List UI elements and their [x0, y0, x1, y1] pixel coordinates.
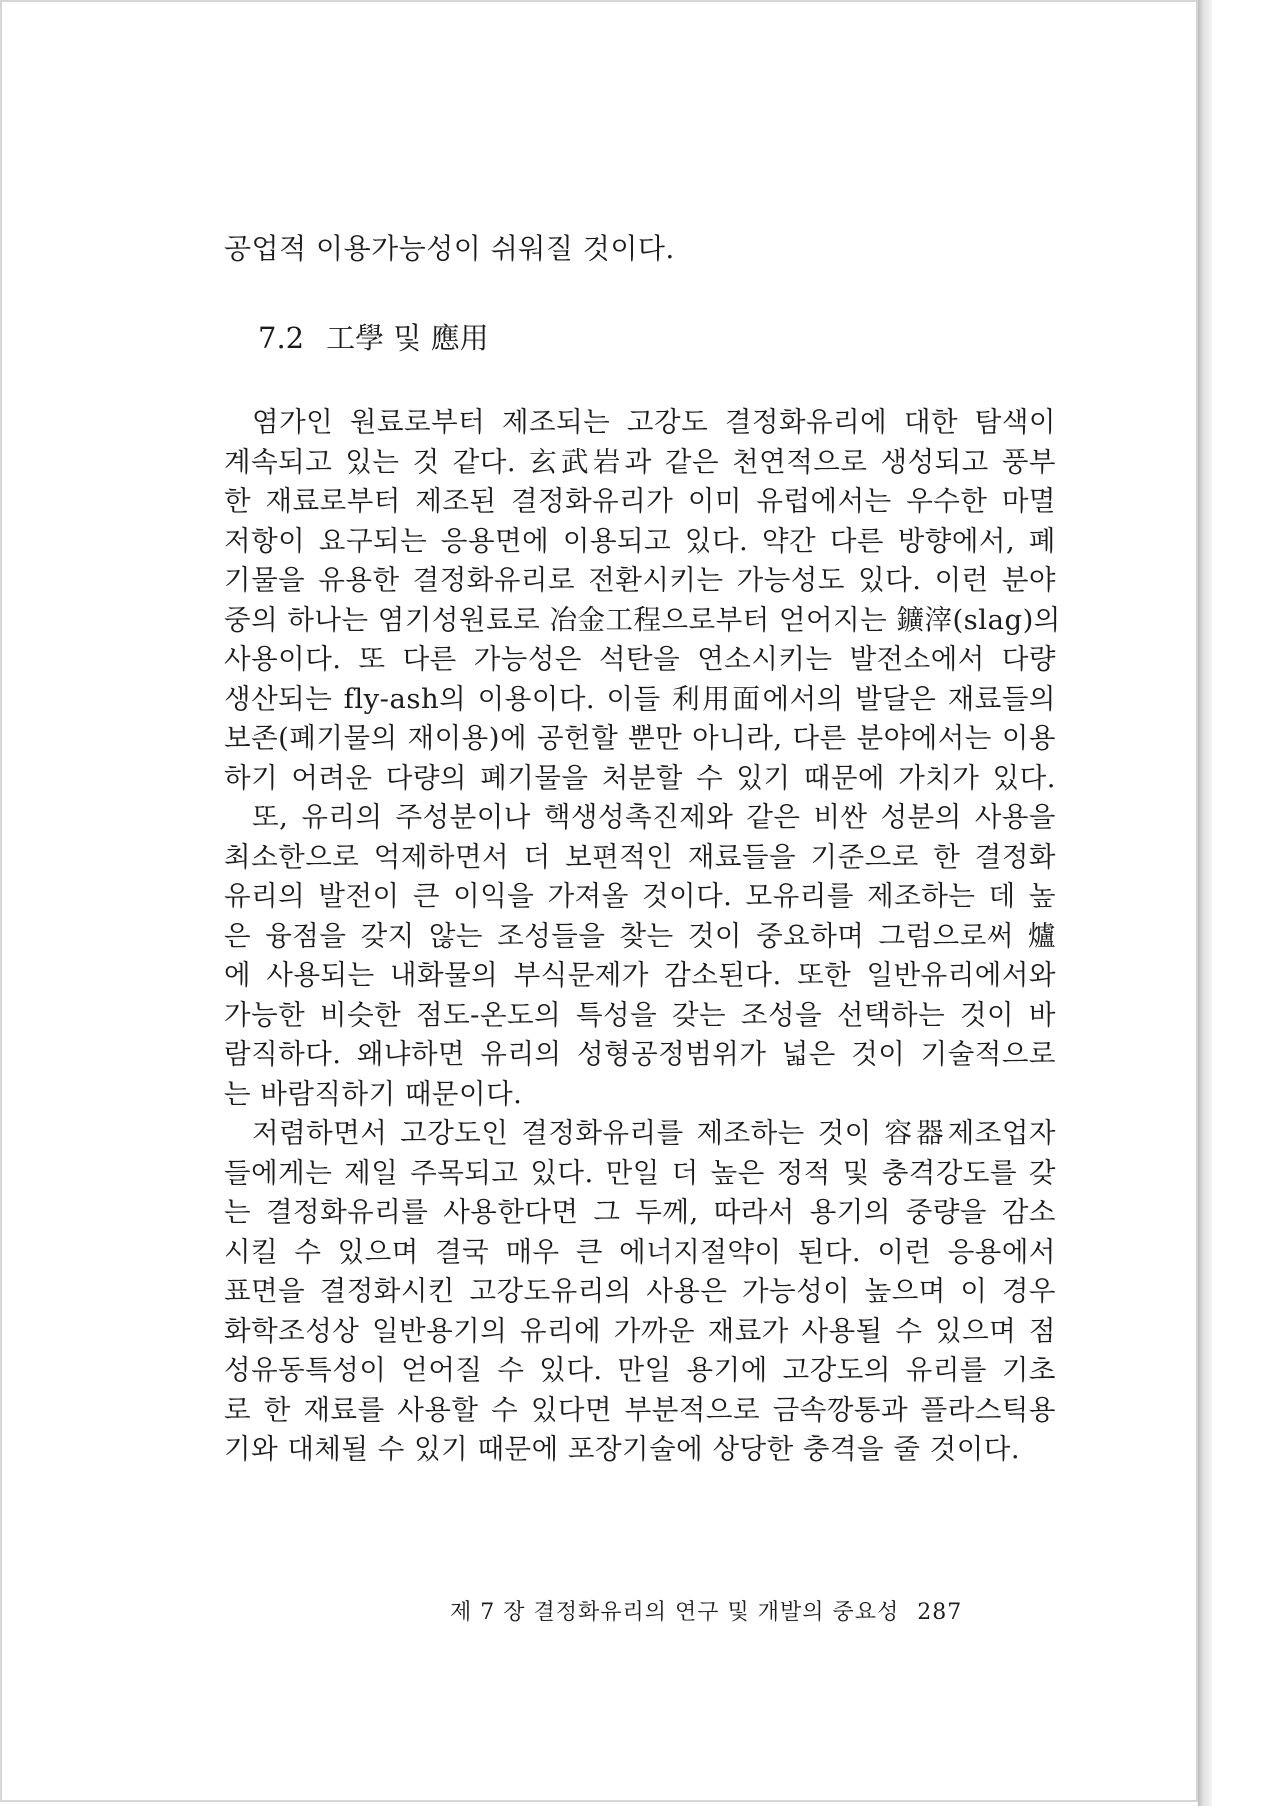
text-line: 최소한으로 억제하면서 더 보편적인 재료들을 기준으로 한 결정화 [224, 840, 1056, 873]
text-line: 저항이 요구되는 응용면에 이용되고 있다. 약간 다른 방향에서, 폐 [224, 524, 1056, 557]
text-line: 는 결정화유리를 사용한다면 그 두께, 따라서 용기의 중량을 감소 [224, 1196, 1056, 1228]
text-line: 사용이다. 또 다른 가능성은 석탄을 연소시키는 발전소에서 다량 [224, 643, 1056, 675]
section-heading [258, 316, 489, 357]
text-line: 은 융점을 갖지 않는 조성들을 찾는 것이 중요하며 그럼으로써 爐 [224, 919, 1056, 952]
text-line: 생산되는 fly-ash의 이용이다. 이들 利用面에서의 발달은 재료들의 [224, 682, 1056, 715]
text-line: 시킬 수 있으며 결국 매우 큰 에너지절약이 된다. 이런 응용에서 [224, 1235, 1056, 1268]
text-line: 한 재료로부터 제조된 결정화유리가 이미 유럽에서는 우수한 마멸 [224, 485, 1056, 517]
section-number: 7.2 [258, 321, 305, 355]
text-line: 에 사용되는 내화물의 부식문제가 감소된다. 또한 일반유리에서와 [224, 959, 1056, 991]
running-title: 제 7 장 결정화유리의 연구 및 개발의 중요성 [450, 1600, 900, 1625]
text-line: 보존(폐기물의 재이용)에 공헌할 뿐만 아니라, 다른 분야에서는 이용 [224, 722, 1056, 754]
text-line: 로 한 재료를 사용할 수 있다면 부분적으로 금속깡통과 플라스틱용 [224, 1393, 1056, 1426]
text-line: 표면을 결정화시킨 고강도유리의 사용은 가능성이 높으며 이 경우 [224, 1275, 1056, 1307]
text-line: 람직하다. 왜냐하면 유리의 성형공정범위가 넓은 것이 기술적으로 [224, 1038, 1056, 1070]
page-number: 287 [917, 1600, 963, 1625]
text-line: 염가인 원료로부터 제조되는 고강도 결정화유리에 대한 탐색이 [252, 406, 1056, 438]
text-line: 하기 어려운 다량의 폐기물을 처분할 수 있기 때문에 가치가 있다. [224, 761, 1056, 794]
text-line: 화학조성상 일반용기의 유리에 가까운 재료가 사용될 수 있으며 점 [224, 1314, 1056, 1347]
text-line: 기와 대체될 수 있기 때문에 포장기술에 상당한 충격을 줄 것이다. [224, 1433, 1021, 1465]
text-line: 기물을 유용한 결정화유리로 전환시키는 가능성도 있다. 이런 분야 [224, 564, 1056, 596]
text-line: 성유동특성이 얻어질 수 있다. 만일 용기에 고강도의 유리를 기초 [224, 1354, 1056, 1386]
text-line: 중의 하나는 염기성원료로 冶金工程으로부터 얻어지는 鑛滓(slag)의 [224, 603, 1061, 636]
text-line: 는 바람직하기 때문이다. [224, 1077, 523, 1110]
page-edge-shadow [1198, 0, 1212, 1806]
section-title: 工學 및 應用 [326, 321, 489, 355]
text-line: 또, 유리의 주성분이나 핵생성촉진제와 같은 비싼 성분의 사용을 [252, 801, 1056, 833]
text-line: 계속되고 있는 것 같다. 玄武岩과 같은 천연적으로 생성되고 풍부 [224, 445, 1056, 478]
text-line: 들에게는 제일 주목되고 있다. 만일 더 높은 정적 및 충격강도를 갖 [224, 1156, 1056, 1189]
page-footer [450, 1595, 962, 1626]
body-text [224, 403, 1061, 1470]
text-line: 저렴하면서 고강도인 결정화유리를 제조하는 것이 容器제조업자 [252, 1117, 1056, 1149]
text-line: 유리의 발전이 큰 이익을 가져올 것이다. 모유리를 제조하는 데 높 [224, 880, 1056, 912]
carryover-line: 공업적 이용가능성이 쉬워질 것이다. [224, 232, 675, 265]
text-line: 가능한 비슷한 점도-온도의 특성을 갖는 조성을 선택하는 것이 바 [224, 998, 1056, 1031]
